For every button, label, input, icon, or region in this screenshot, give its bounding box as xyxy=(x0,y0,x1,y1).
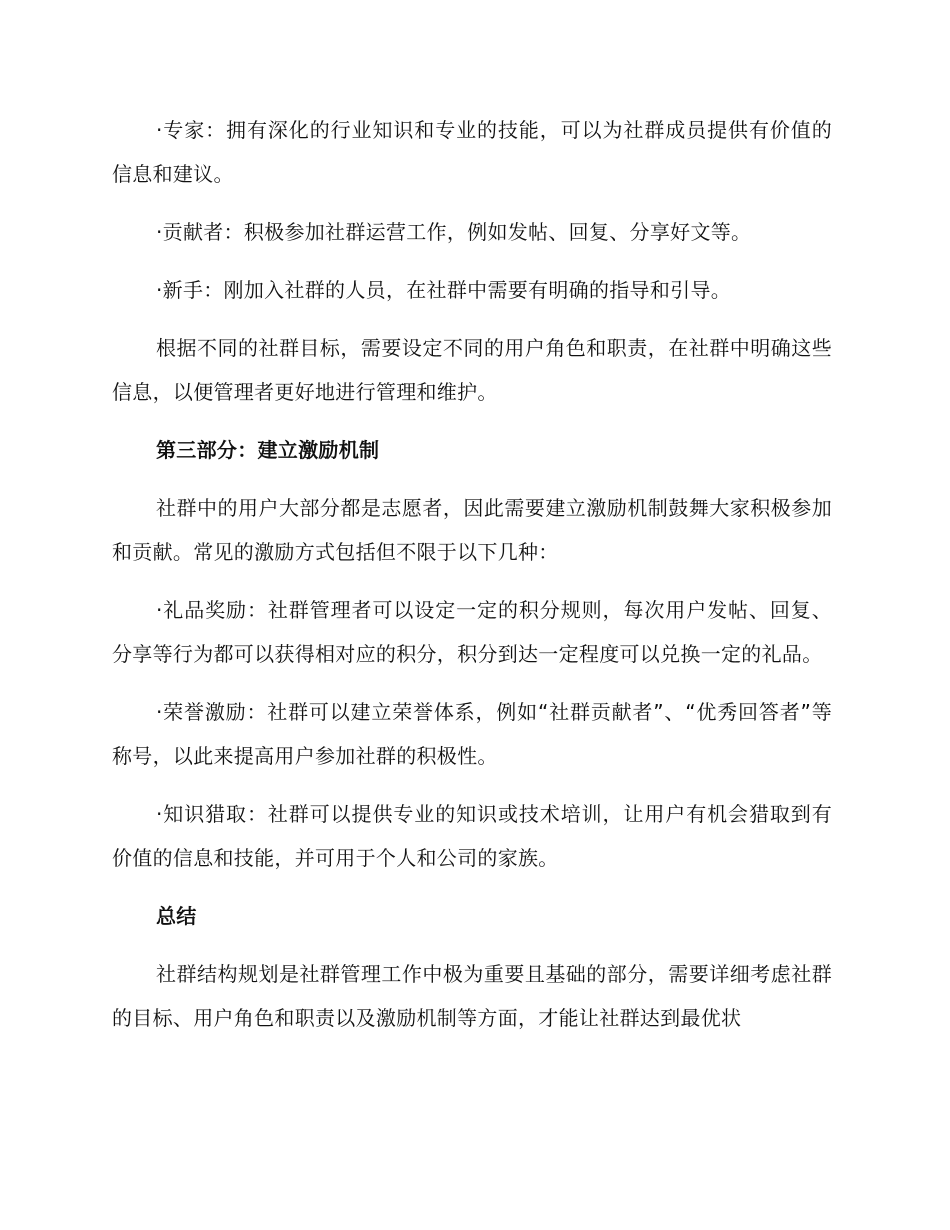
body-paragraph-summary: 社群结构规划是社群管理工作中极为重要且基础的部分，需要详细考虑社群的目标、用户角色和职责以及激励机制等方面，才能让社群达到最优状 xyxy=(112,962,832,1030)
bullet-contributor: ·贡献者：积极参加社群运营工作，例如发帖、回复、分享好文等。 xyxy=(156,220,752,244)
bullet-gift-reward: ·礼品奖励：社群管理者可以设定一定的积分规则，每次用户发帖、回复、分享等行为都可以获得相对应的积分，积分到达一定程度可以兑换一定的礼品。 xyxy=(112,598,832,666)
body-paragraph-incentives-intro: 社群中的用户大部分都是志愿者，因此需要建立激励机制鼓舞大家积极参加和贡献。常见的激励方式包括但不限于以下几种： xyxy=(112,496,832,564)
section-heading-incentives: 第三部分：建立激励机制 xyxy=(156,438,380,462)
bullet-expert: ·专家：拥有深化的行业知识和专业的技能，可以为社群成员提供有价值的信息和建议。 xyxy=(112,118,832,186)
bullet-honor-incentive: ·荣誉激励：社群可以建立荣誉体系，例如“社群贡献者”、“优秀回答者”等称号，以此来提高用户参加社群的积极性。 xyxy=(112,700,832,768)
section-heading-summary: 总结 xyxy=(156,904,197,928)
bullet-newcomer: ·新手：刚加入社群的人员，在社群中需要有明确的指导和引导。 xyxy=(156,278,732,302)
bullet-knowledge: ·知识猎取：社群可以提供专业的知识或技术培训，让用户有机会猎取到有价值的信息和技能，并可用于个人和公司的家族。 xyxy=(112,802,832,870)
body-paragraph-roles: 根据不同的社群目标，需要设定不同的用户角色和职责，在社群中明确这些信息，以便管理者更好地进行管理和维护。 xyxy=(112,336,832,404)
document-body xyxy=(112,108,832,1054)
